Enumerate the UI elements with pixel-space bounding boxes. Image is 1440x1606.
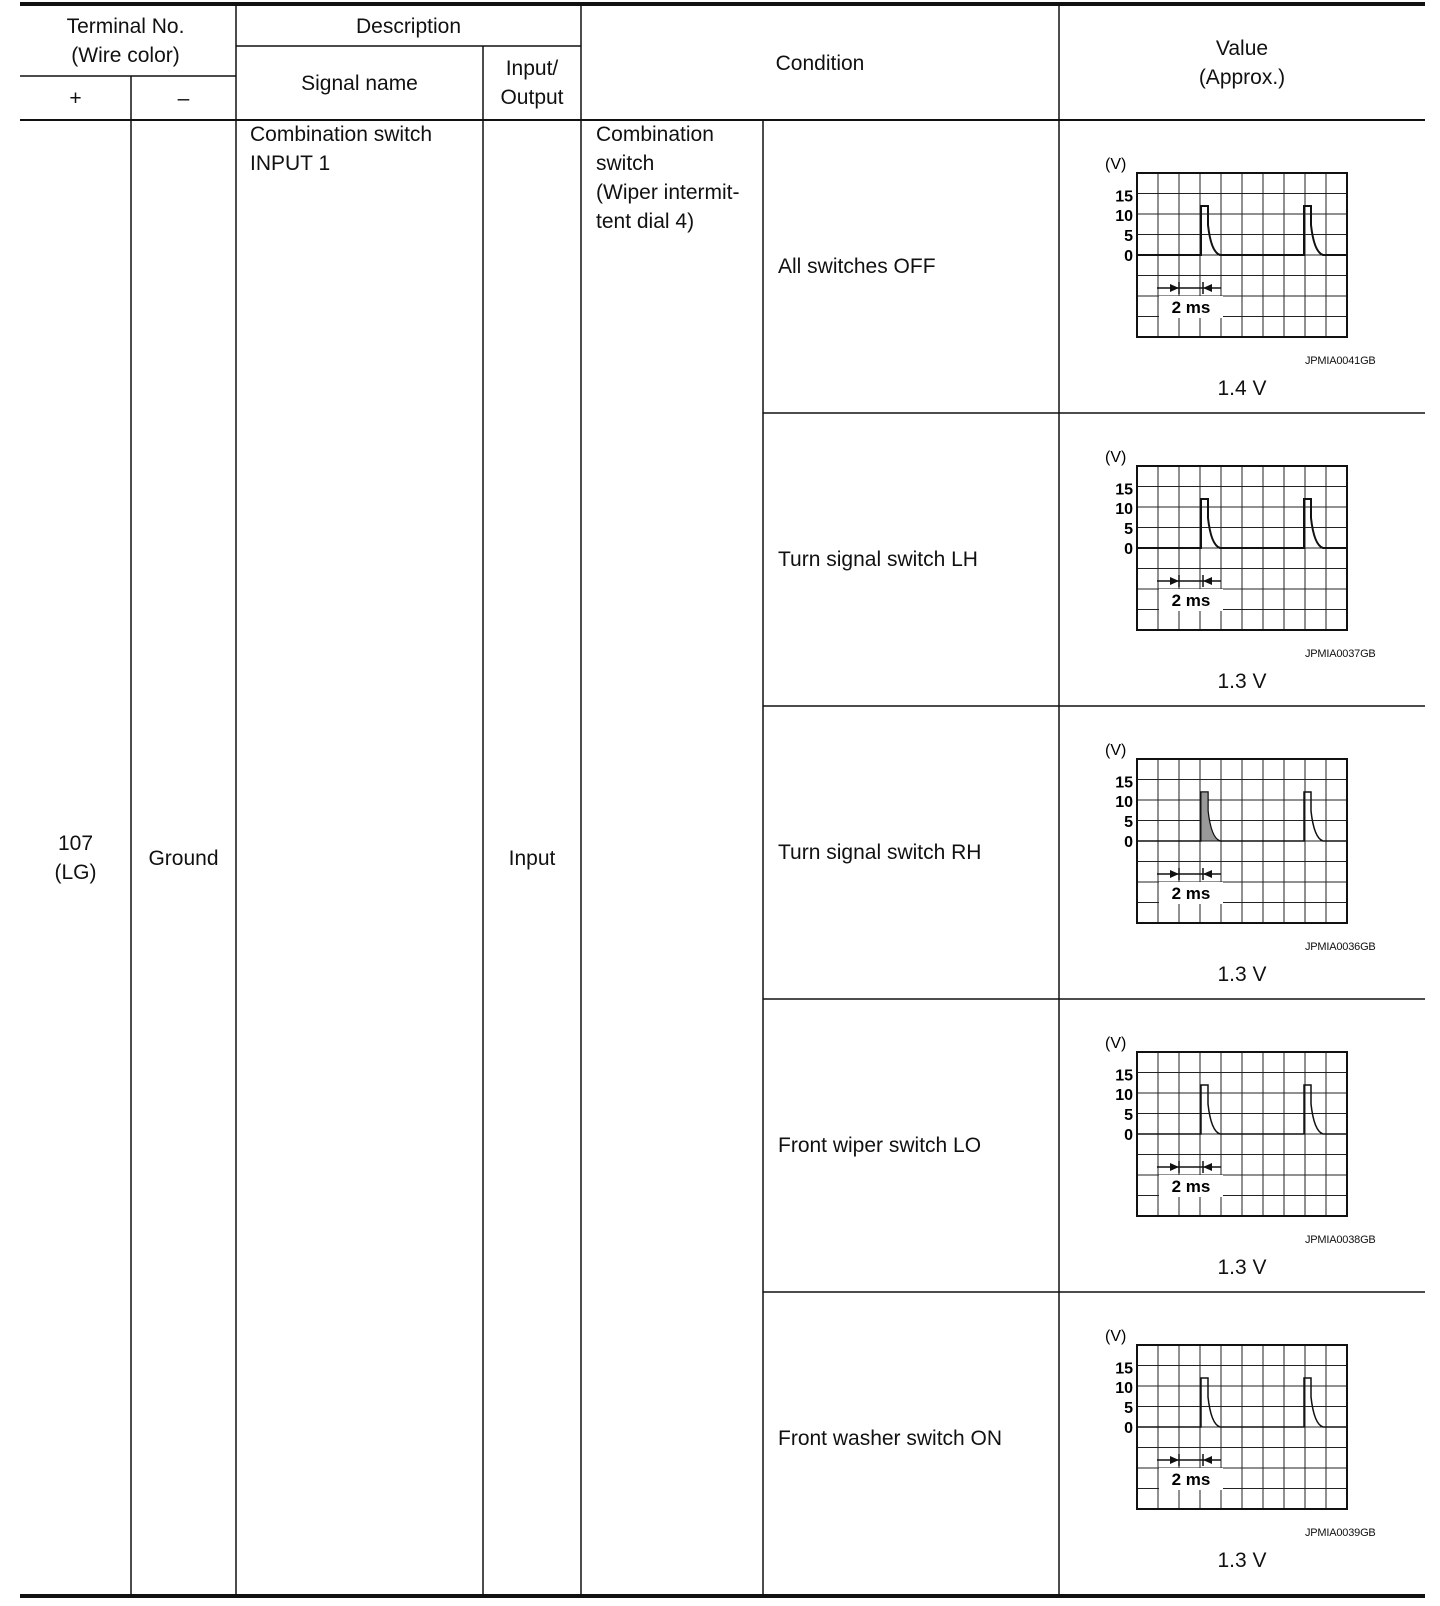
time-scale-arrows — [1157, 1454, 1221, 1466]
time-scale-label: 2 ms — [1171, 1470, 1211, 1489]
header-output-label: Output — [500, 86, 564, 109]
signal-name — [250, 120, 480, 1596]
sub-condition-label: Turn signal switch LH — [778, 548, 978, 571]
waveform-y-tick-label: 15 — [1115, 774, 1133, 792]
waveform-y-tick-label: 5 — [1124, 228, 1133, 246]
waveform-y-tick-label: 0 — [1124, 1127, 1133, 1144]
time-scale-label: 2 ms — [1171, 884, 1211, 903]
figure-id: JPMIA0037GB — [1305, 648, 1376, 660]
time-scale-label: 2 ms — [1171, 591, 1211, 610]
waveform-y-tick-label: 15 — [1115, 1067, 1133, 1085]
sub-condition-label: Turn signal switch RH — [778, 841, 982, 864]
waveform-pulse-fill — [1201, 792, 1220, 841]
waveform-y-tick-label: 15 — [1115, 188, 1133, 206]
header-wire-color-label: (Wire color) — [71, 44, 180, 67]
waveform-svg — [1060, 741, 1430, 931]
value-text: 1.3 V — [1217, 962, 1267, 986]
figure-id: JPMIA0041GB — [1305, 355, 1376, 367]
condition-main — [596, 120, 761, 1596]
waveform-y-tick-label: 0 — [1124, 541, 1133, 558]
header-plus: + — [69, 86, 82, 110]
waveform-y-tick-label: 5 — [1124, 521, 1133, 539]
waveform-y-tick-label: 5 — [1124, 1107, 1133, 1125]
waveform-unit-label: (V) — [1105, 156, 1127, 173]
condition-main-line-4: tent dial 4) — [596, 210, 695, 233]
terminal-ground: Ground — [148, 846, 219, 870]
header-terminal-no-label: Terminal No. — [66, 15, 185, 38]
time-scale-arrows — [1157, 1161, 1221, 1173]
terminal-number-value: 107 — [57, 832, 94, 855]
waveform-svg — [1060, 1034, 1430, 1224]
sub-condition-label: Front washer switch ON — [778, 1427, 1003, 1450]
time-scale-label: 2 ms — [1171, 1177, 1211, 1196]
waveform-unit-label: (V) — [1105, 1328, 1127, 1345]
header-approx-label: (Approx.) — [1198, 66, 1286, 89]
waveform-unit-label: (V) — [1105, 1035, 1127, 1052]
time-scale-arrows — [1157, 868, 1221, 880]
condition-main-line-1: Combination — [596, 123, 714, 146]
waveform-y-tick-label: 5 — [1124, 1400, 1133, 1418]
value-text: 1.3 V — [1217, 669, 1267, 693]
terminal-number — [20, 120, 131, 1596]
waveform-y-tick-label: 10 — [1115, 501, 1133, 519]
time-scale-arrows — [1157, 282, 1221, 294]
signal-name-line-1: Combination switch — [250, 123, 433, 146]
waveform-unit-label: (V) — [1105, 742, 1127, 759]
waveform-y-tick-label: 10 — [1115, 1380, 1133, 1398]
header-value-label: Value — [1215, 37, 1269, 60]
header-description: Description — [355, 14, 462, 38]
figure-id: JPMIA0036GB — [1305, 941, 1376, 953]
time-scale-arrows — [1157, 575, 1221, 587]
signal-name-line-2: INPUT 1 — [250, 152, 331, 175]
value-text: 1.4 V — [1217, 376, 1267, 400]
waveform-unit-label: (V) — [1105, 449, 1127, 466]
waveform-y-tick-label: 0 — [1124, 1420, 1133, 1437]
value-text: 1.3 V — [1217, 1548, 1267, 1572]
sub-condition-label: All switches OFF — [778, 255, 936, 278]
waveform-y-tick-label: 0 — [1124, 248, 1133, 265]
waveform-y-tick-label: 15 — [1115, 481, 1133, 499]
value-text: 1.3 V — [1217, 1255, 1267, 1279]
waveform-svg — [1060, 1327, 1430, 1517]
figure-id: JPMIA0039GB — [1305, 1527, 1376, 1539]
waveform-y-tick-label: 15 — [1115, 1360, 1133, 1378]
header-input-output — [483, 46, 581, 120]
waveform-y-tick-label: 10 — [1115, 794, 1133, 812]
time-scale-label: 2 ms — [1171, 298, 1211, 317]
waveform-y-tick-label: 0 — [1124, 834, 1133, 851]
waveform-y-tick-label: 5 — [1124, 814, 1133, 832]
condition-main-line-2: switch — [596, 152, 655, 175]
condition-main-line-3: (Wiper intermit- — [596, 181, 740, 204]
header-minus: – — [177, 86, 190, 110]
waveform-y-tick-label: 10 — [1115, 208, 1133, 226]
waveform-svg — [1060, 155, 1430, 345]
signal-io: Input — [508, 846, 556, 870]
terminal-wire-color: (LG) — [54, 861, 97, 884]
header-signal-name: Signal name — [301, 71, 418, 95]
waveform-svg — [1060, 448, 1430, 638]
waveform-y-tick-label: 10 — [1115, 1087, 1133, 1105]
figure-id: JPMIA0038GB — [1305, 1234, 1376, 1246]
sub-condition-label: Front wiper switch LO — [778, 1134, 982, 1157]
header-terminal-no — [20, 6, 231, 76]
header-input-label: Input/ — [505, 57, 559, 80]
header-value — [1059, 6, 1425, 120]
header-condition: Condition — [775, 51, 865, 75]
